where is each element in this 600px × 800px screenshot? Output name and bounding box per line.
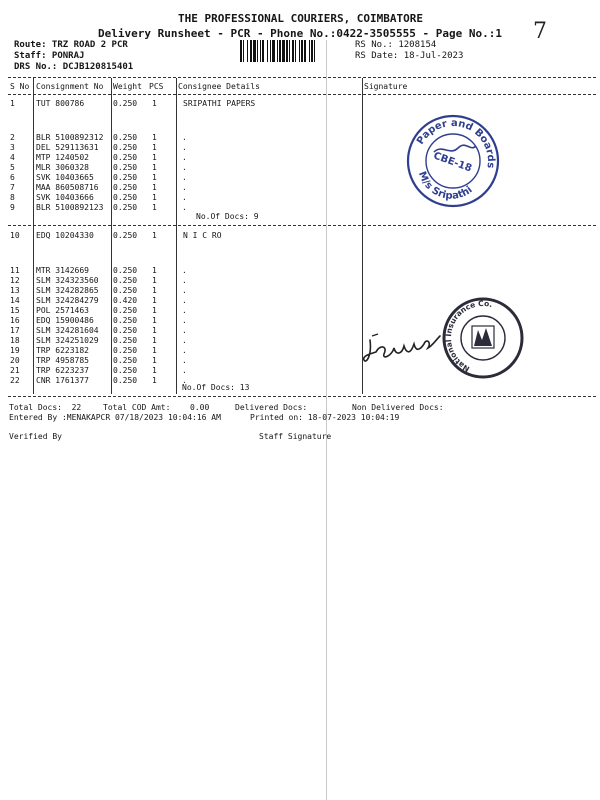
row-consignment-no: BLR 5100892312 (36, 133, 104, 142)
table-row (0, 153, 600, 163)
row-consignee-mark: . (182, 316, 187, 325)
route-label: Route: TRZ ROAD 2 PCR (14, 40, 128, 50)
row-serial-no: 5 (10, 163, 15, 172)
table-row (0, 276, 600, 286)
runsheet-title: Delivery Runsheet - PCR - Phone No.:0422-3505555 - Page No.:1 (98, 27, 502, 40)
row-serial-no: 17 (10, 326, 20, 335)
row-serial-no: 21 (10, 366, 20, 375)
row-consignee-mark: . (182, 143, 187, 152)
total-cod-label: Total COD Amt: (103, 403, 171, 412)
row-weight: 0.250 (113, 336, 138, 345)
staff-label: Staff: PONRAJ (14, 51, 85, 61)
row-serial-no: 15 (10, 306, 20, 315)
row-weight: 0.250 (113, 266, 138, 275)
row-pcs: 1 (152, 133, 157, 142)
row-pcs: 1 (152, 286, 157, 295)
row-serial-no: 7 (10, 183, 15, 192)
row-consignee-mark: . (182, 306, 187, 315)
col-sno: S No (10, 82, 30, 91)
row-consignee-mark: . (182, 266, 187, 275)
row-pcs: 1 (152, 356, 157, 365)
row-pcs: 1 (152, 376, 157, 385)
svg-text:M/s Sripathi: M/s Sripathi (415, 170, 475, 202)
svg-text:CBE-18: CBE-18 (431, 150, 474, 175)
row-weight: 0.250 (113, 133, 138, 142)
row-consignee-mark: . (182, 203, 187, 212)
row-pcs: 1 (152, 153, 157, 162)
no-of-docs: No.Of Docs: 13 (182, 383, 250, 392)
row-consignment-no: SLM 324281604 (36, 326, 99, 335)
row-pcs: 1 (152, 231, 157, 240)
row-consignment-no: TRP 6223237 (36, 366, 89, 375)
row-weight: 0.250 (113, 366, 138, 375)
row-serial-no: 19 (10, 346, 20, 355)
row-consignee-mark: . (182, 326, 187, 335)
row-weight: 0.250 (113, 143, 138, 152)
row-weight: 0.250 (113, 231, 138, 240)
row-serial-no: 14 (10, 296, 20, 305)
table-bottom-rule (8, 396, 596, 397)
table-row (0, 173, 600, 183)
table-row (0, 99, 600, 109)
table-row (0, 231, 600, 241)
header-top-rule (8, 77, 596, 78)
row-pcs: 1 (152, 306, 157, 315)
row-serial-no: 2 (10, 133, 15, 142)
row-weight: 0.250 (113, 163, 138, 172)
row-consignee-mark: . (182, 173, 187, 182)
row-consignment-no: TUT 800786 (36, 99, 85, 108)
row-serial-no: 3 (10, 143, 15, 152)
rs-date: RS Date: 18-Jul-2023 (355, 51, 464, 61)
row-serial-no: 12 (10, 276, 20, 285)
row-consignment-no: SLM 324284279 (36, 296, 99, 305)
table-row (0, 203, 600, 213)
row-consignment-no: CNR 1761377 (36, 376, 89, 385)
row-consignee-mark: . (182, 153, 187, 162)
header-bottom-rule (8, 94, 596, 95)
row-weight: 0.250 (113, 306, 138, 315)
row-consignment-no: SVK 10403666 (36, 193, 94, 202)
page-mark: 7 (533, 19, 547, 44)
table-row (0, 133, 600, 143)
delivered-docs: Delivered Docs: (235, 403, 308, 412)
row-consignee-mark: . (182, 346, 187, 355)
col-consignment: Consignment No (36, 82, 104, 91)
row-weight: 0.250 (113, 376, 138, 385)
row-serial-no: 8 (10, 193, 15, 202)
rs-number: RS No.: 1208154 (355, 40, 437, 50)
row-consignment-no: SLM 324323560 (36, 276, 99, 285)
row-consignment-no: MTR 3142669 (36, 266, 89, 275)
row-weight: 0.250 (113, 99, 138, 108)
table-row (0, 286, 600, 296)
row-pcs: 1 (152, 163, 157, 172)
row-serial-no: 1 (10, 99, 15, 108)
row-consignee-mark: . (182, 336, 187, 345)
row-weight: 0.250 (113, 316, 138, 325)
row-pcs: 1 (152, 266, 157, 275)
row-serial-no: 4 (10, 153, 15, 162)
handwritten-signature (362, 326, 442, 368)
row-consignment-no: POL 2571463 (36, 306, 89, 315)
table-row (0, 163, 600, 173)
row-serial-no: 20 (10, 356, 20, 365)
row-consignment-no: EDQ 10204330 (36, 231, 94, 240)
table-row (0, 266, 600, 276)
row-consignment-no: SLM 324251029 (36, 336, 99, 345)
row-consignment-no: SVK 10403665 (36, 173, 94, 182)
row-weight: 0.250 (113, 183, 138, 192)
printed-on: Printed on: 18-07-2023 10:04:19 (250, 413, 400, 422)
col-signature: Signature (364, 82, 408, 91)
row-consignee-mark: . (182, 366, 187, 375)
row-serial-no: 6 (10, 173, 15, 182)
row-serial-no: 22 (10, 376, 20, 385)
row-weight: 0.250 (113, 193, 138, 202)
row-serial-no: 13 (10, 286, 20, 295)
entered-by: Entered By :MENAKAPCR 07/18/2023 10:04:16 AM (9, 413, 221, 422)
row-pcs: 1 (152, 336, 157, 345)
row-serial-no: 10 (10, 231, 20, 240)
row-pcs: 1 (152, 193, 157, 202)
row-consignee-mark: . (182, 183, 187, 192)
total-docs: Total Docs: 22 (9, 403, 82, 412)
row-weight: 0.250 (113, 203, 138, 212)
row-weight: 0.250 (113, 356, 138, 365)
row-pcs: 1 (152, 276, 157, 285)
row-weight: 0.250 (113, 286, 138, 295)
row-serial-no: 11 (10, 266, 20, 275)
col-consignee: Consignee Details (178, 82, 260, 91)
consignee-name: SRIPATHI PAPERS (183, 99, 256, 108)
total-cod-value: 0.00 (190, 403, 210, 412)
group-separator (8, 225, 596, 226)
row-pcs: 1 (152, 99, 157, 108)
row-pcs: 1 (152, 296, 157, 305)
table-row (0, 193, 600, 203)
row-pcs: 1 (152, 346, 157, 355)
row-pcs: 1 (152, 366, 157, 375)
row-pcs: 1 (152, 173, 157, 182)
row-weight: 0.250 (113, 153, 138, 162)
table-row (0, 143, 600, 153)
no-of-docs: No.Of Docs: 9 (196, 212, 259, 221)
row-consignment-no: DEL 529113631 (36, 143, 99, 152)
insurance-seal (441, 296, 525, 380)
row-consignment-no: TRP 4958785 (36, 356, 89, 365)
consignee-name: N I C RO (183, 231, 222, 240)
svg-text:National Insurance Co. Ltd.: National Insurance Co. (444, 298, 494, 374)
row-weight: 0.250 (113, 326, 138, 335)
row-weight: 0.250 (113, 276, 138, 285)
row-consignee-mark: . (182, 356, 187, 365)
row-consignment-no: BLR 5100892123 (36, 203, 104, 212)
row-weight: 0.250 (113, 346, 138, 355)
row-consignee-mark: . (182, 276, 187, 285)
row-consignee-mark: . (182, 296, 187, 305)
row-consignment-no: MTP 1240502 (36, 153, 89, 162)
row-weight: 0.250 (113, 173, 138, 182)
row-serial-no: 16 (10, 316, 20, 325)
row-consignee-mark: . (182, 133, 187, 142)
verified-by: Verified By (9, 432, 62, 441)
row-pcs: 1 (152, 183, 157, 192)
company-seal (404, 112, 502, 210)
col-weight: Weight (113, 82, 142, 91)
row-serial-no: 18 (10, 336, 20, 345)
row-pcs: 1 (152, 203, 157, 212)
table-row (0, 183, 600, 193)
barcode (240, 40, 348, 62)
company-name: THE PROFESSIONAL COURIERS, COIMBATORE (178, 12, 424, 25)
row-consignee-mark: . (182, 286, 187, 295)
row-consignee-mark: . (182, 376, 187, 385)
row-consignee-mark: . (182, 193, 187, 202)
staff-signature: Staff Signature (259, 432, 332, 441)
row-consignee-mark: . (182, 163, 187, 172)
row-consignment-no: MAA 860508716 (36, 183, 99, 192)
row-consignment-no: MLR 3060328 (36, 163, 89, 172)
svg-text:Paper and Boards P.Ltd.: Paper and Boards (414, 117, 497, 169)
row-weight: 0.420 (113, 296, 138, 305)
col-pcs: PCS (149, 82, 164, 91)
drs-number: DRS No.: DCJB120815401 (14, 62, 134, 72)
row-pcs: 1 (152, 143, 157, 152)
row-consignment-no: SLM 324282865 (36, 286, 99, 295)
row-consignment-no: TRP 6223182 (36, 346, 89, 355)
non-delivered-docs: Non Delivered Docs: (352, 403, 444, 412)
row-pcs: 1 (152, 316, 157, 325)
row-consignment-no: EDQ 15900486 (36, 316, 94, 325)
row-pcs: 1 (152, 326, 157, 335)
row-serial-no: 9 (10, 203, 15, 212)
